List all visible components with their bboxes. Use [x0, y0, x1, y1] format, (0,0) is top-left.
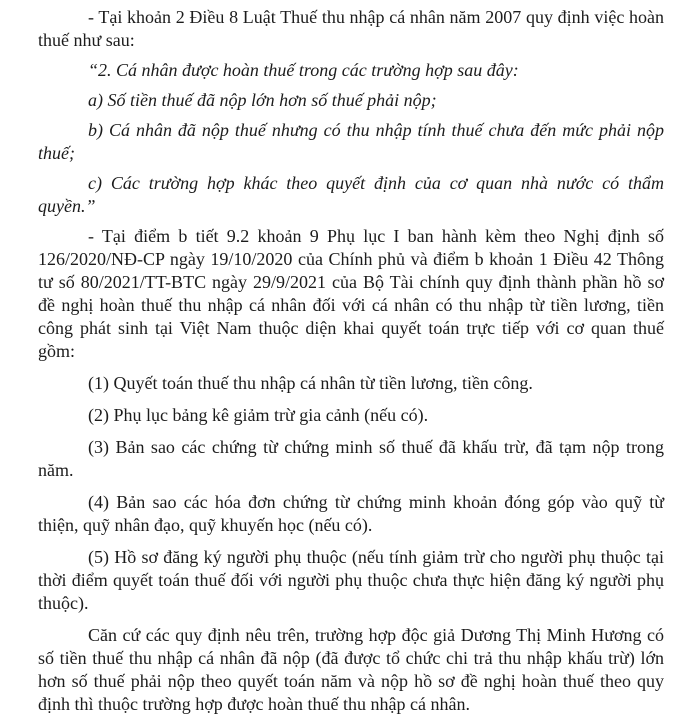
paragraph-decree-intro: - Tại điểm b tiết 9.2 khoản 9 Phụ lục I ban hành kèm theo Nghị định số 126/2020/NĐ-CP ngày 19/10/2020 của Chính phủ và điểm b khoản 1 Điều 42 Thông tư số 80/2021/TT-BTC ngày 29/9/2021 của Bộ Tài chính quy định thành phần hồ sơ đề nghị hoàn thuế thu nhập cá nhân đối với cá nhân có thu nhập từ tiền lương, tiền công phát sinh tại Việt Nam thuộc diện khai quyết toán trực tiếp với cơ quan thuế gồm: — [38, 226, 664, 361]
quote-item-c: c) Các trường hợp khác theo quyết định của cơ quan nhà nước có thẩm quyền.” — [38, 173, 664, 216]
paragraph-law-intro: - Tại khoản 2 Điều 8 Luật Thuế thu nhập cá nhân năm 2007 quy định việc hoàn thuế như sau: — [38, 7, 664, 50]
list-item-4: (4) Bản sao các hóa đơn chứng từ chứng minh khoản đóng góp vào quỹ từ thiện, quỹ nhân đạo, quỹ khuyến học (nếu có). — [38, 492, 664, 535]
list-item-2: (2) Phụ lục bảng kê giảm trừ gia cảnh (nếu có). — [88, 405, 429, 425]
quote-item-a: a) Số tiền thuế đã nộp lớn hơn số thuế phải nộp; — [88, 90, 437, 110]
list-item-1: (1) Quyết toán thuế thu nhập cá nhân từ tiền lương, tiền công. — [88, 373, 533, 393]
list-item-5: (5) Hồ sơ đăng ký người phụ thuộc (nếu tính giảm trừ cho người phụ thuộc tại thời điểm quyết toán thuế đối với người phụ thuộc chưa thực hiện đăng ký người phụ thuộc). — [38, 547, 664, 613]
list-item-3: (3) Bản sao các chứng từ chứng minh số thuế đã khấu trừ, đã tạm nộp trong năm. — [38, 437, 664, 480]
quote-heading: “2. Cá nhân được hoàn thuế trong các trường hợp sau đây: — [88, 60, 519, 80]
paragraph-conclusion: Căn cứ các quy định nêu trên, trường hợp độc giả Dương Thị Minh Hương có số tiền thuế thu nhập cá nhân đã nộp (đã được tổ chức chi trả thu nhập khấu trừ) lớn hơn số thuế phải nộp theo quyết toán năm và nộp hồ sơ đề nghị hoàn thuế theo quy định thì thuộc trường hợp được hoàn thuế thu nhập cá nhân. — [38, 625, 664, 714]
quote-item-b: b) Cá nhân đã nộp thuế nhưng có thu nhập tính thuế chưa đến mức phải nộp thuế; — [38, 120, 664, 163]
